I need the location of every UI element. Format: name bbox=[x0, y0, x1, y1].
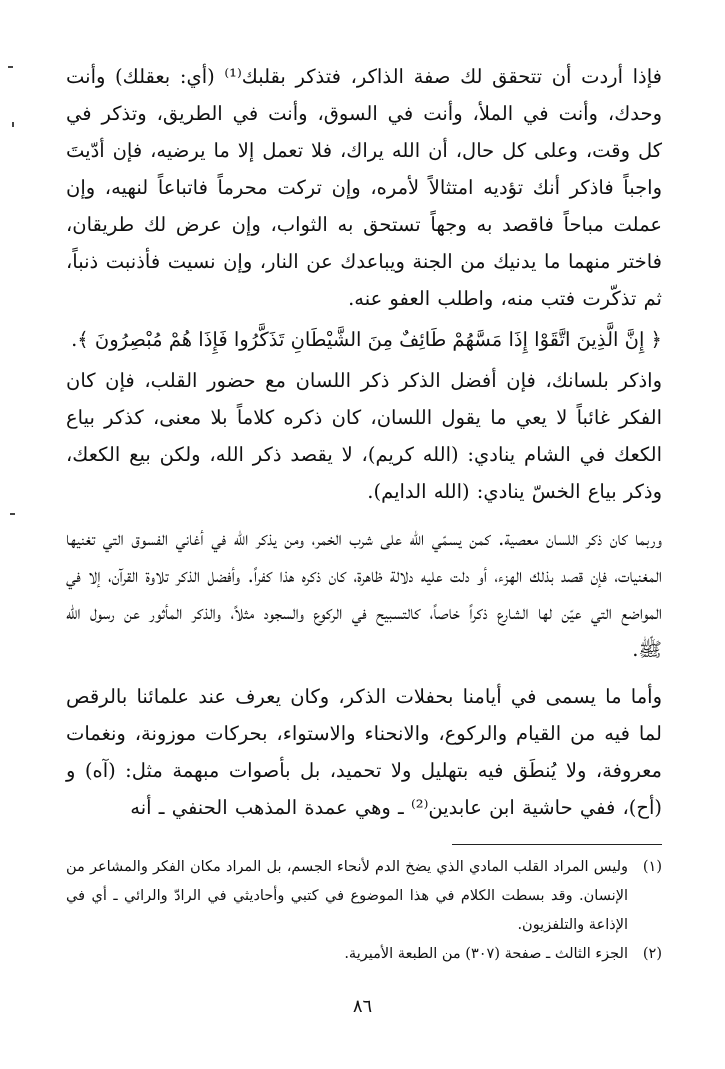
scan-mark bbox=[8, 66, 13, 68]
page-number: ٨٦ bbox=[352, 996, 373, 1017]
footnote-divider bbox=[452, 844, 662, 845]
quran-verse: ﴿ إِنَّ الَّذِينَ اتَّقَوْا إِذَا مَسَّهُمْ طَائِفٌ مِنَ الشَّيْطَانِ تَذَكَّرُوا فَإِذَا هُمْ مُبْصِرُونَ ﴾. bbox=[71, 328, 662, 351]
footnote-text: وليس المراد القلب المادي الذي يضخ الدم لأنحاء الجسم، بل المراد مكان الفكر والمشاعر من الإنسان. وقد بسطت الكلام في هذا الموضوع في كتبي وأحاديثي في الرادّ والرائي ـ أي في الإذاعة والتلفزيون. bbox=[66, 859, 628, 933]
paragraph-1: فإذا أردت أن تتحقق لك صفة الذاكر، فتذكر بقلبك⁽¹⁾ (أي: بعقلك) وأنت وحدك، وأنت في الملأ، وأنت في السوق، وأنت في الطريق، وتذكر في كل وقت، وعلى كل حال، أن الله يراك، فلا تعمل إلا ما يرضيه، فإن أدّيتَ واجباً فاذكر أنك تؤديه امتثالاً لأمره، وإن تركت محرماً فاتباعاً لنهيه، وإن عملت مباحاً فاقصد به وجهاً تستحق به الثواب، وإن عرض لك طريقان، فاختر منهما ما يدنيك من الجنة ويباعدك عن النار، وإن نسيت فأذنبت ذنباً، ثم تذكّرت فتب منه، واطلب العفو عنه. bbox=[66, 65, 662, 310]
page-body bbox=[66, 58, 662, 969]
scan-mark bbox=[12, 122, 14, 127]
footnote-text: الجزء الثالث ـ صفحة (٣٠٧) من الطبعة الأميرية. bbox=[344, 946, 628, 962]
footnote-1 bbox=[66, 853, 662, 940]
paragraph-4: وأما ما يسمى في أيامنا بحفلات الذكر، وكان يعرف عند علمائنا بالرقص لما فيه من القيام والركوع، والانحناء والاستواء، بحركات موزونة، ونغمات معروفة، ولا يُنطَق فيه بتهليل ولا تحميد، بل بأصوات مبهمة مثل: (آه) و (أح)، ففي حاشية ابن عابدين⁽²⁾ ـ وهي عمدة المذهب الحنفي ـ أنه bbox=[66, 685, 662, 819]
footnote-2 bbox=[66, 940, 662, 969]
footnotes bbox=[66, 853, 662, 969]
footnote-number: (٢) bbox=[642, 946, 662, 962]
paragraph-2: واذكر بلسانك، فإن أفضل الذكر ذكر اللسان مع حضور القلب، فإن كان الفكر غائباً لا يعي ما يقول اللسان، كان ذكره كلاماً بلا معنى، كذكر بياع الكعك في الشام ينادي: (الله كريم)، لا يقصد ذكر الله، ولكن بيع الكعك، وذكر بياع الخسّ ينادي: (الله الدايم). bbox=[66, 369, 662, 503]
scan-mark bbox=[10, 513, 15, 515]
paragraph-3: وربما كان ذكر اللسان معصية. كمن يسمّي الله على شرب الخمر، ومن يذكر الله في أغاني الفسوق التي تغنيها المغنيات، فإن قصد بذلك الهزء، أو دلت عليه دلالة ظاهرة، كان ذكره هذا كفراً. وأفضل الذكر تلاوة القرآن، إلا في المواضع التي عيّن لها الشارع ذكراً خاصاً، كالتسبيح في الركوع والسجود مثلاً، والذكر المأثور عن رسول الله ﷺ. bbox=[66, 527, 662, 661]
footnote-number: (١) bbox=[642, 859, 662, 875]
